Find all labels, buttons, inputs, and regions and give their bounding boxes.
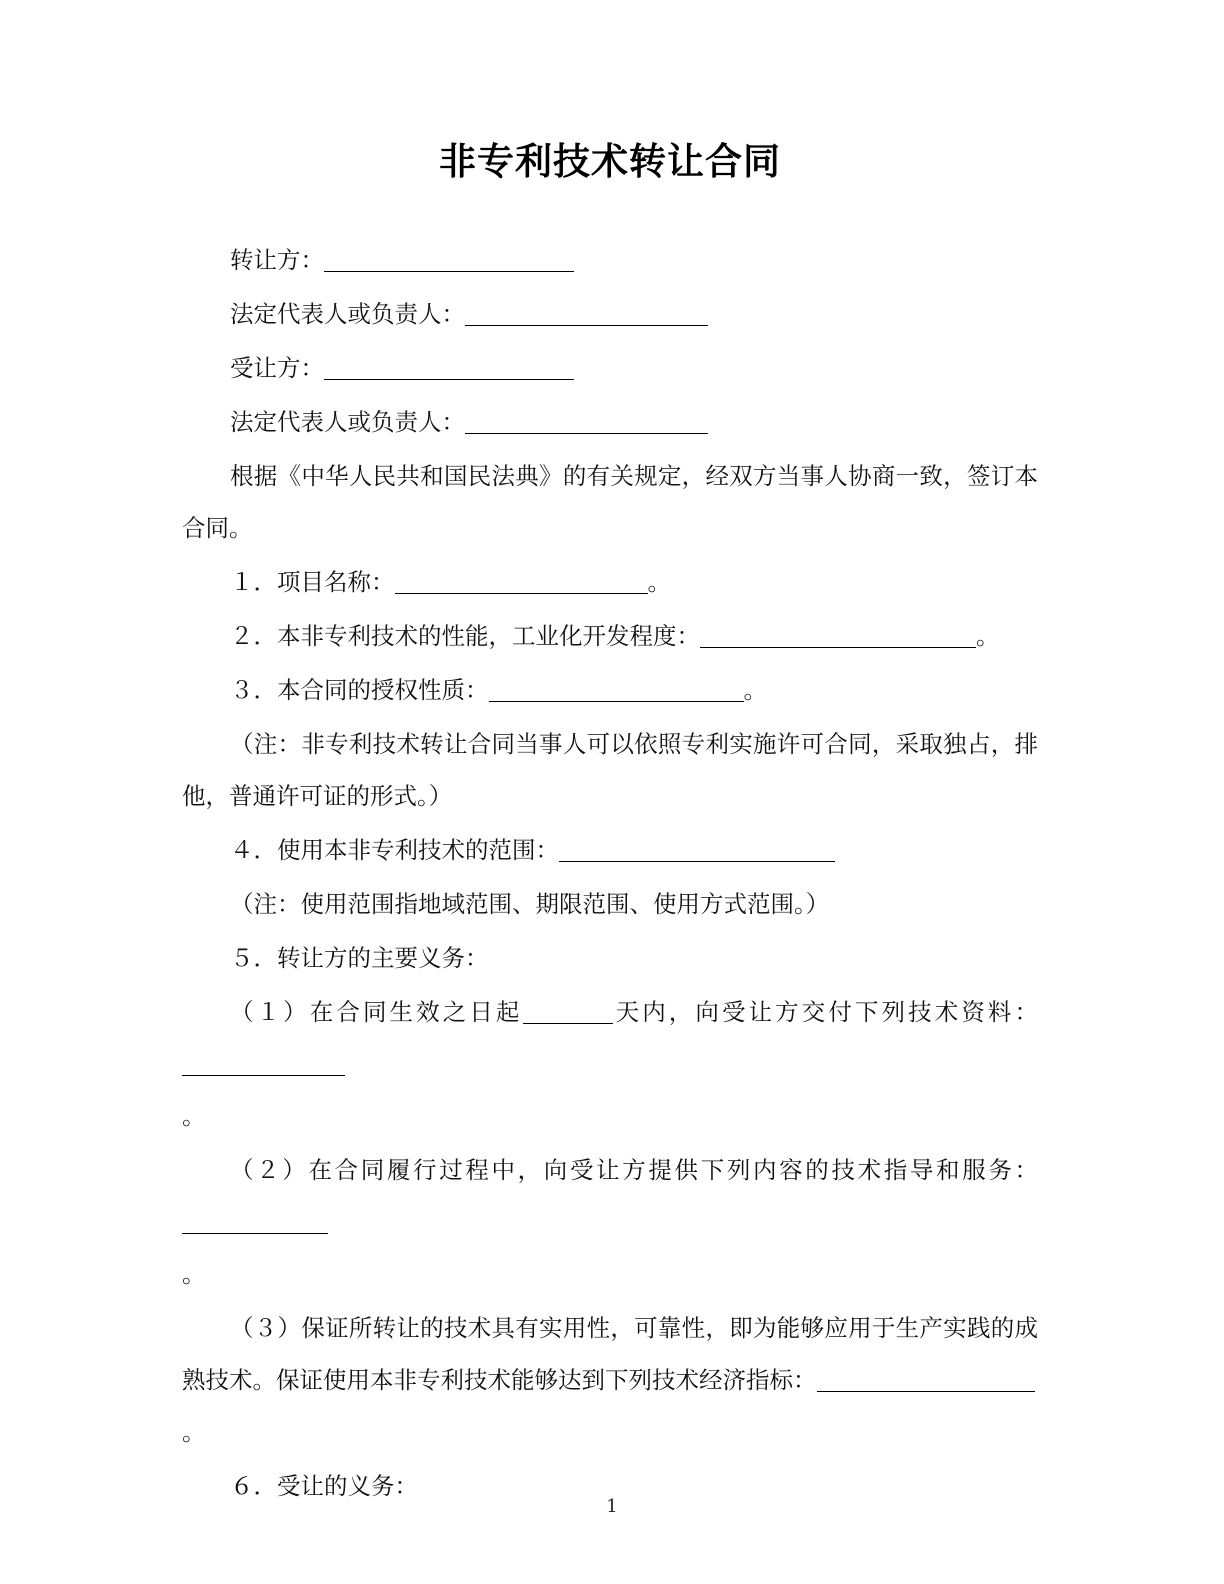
clause-1-period: 。	[647, 568, 671, 597]
transferor-blank[interactable]	[324, 253, 574, 272]
transferee-rep-blank[interactable]	[465, 415, 708, 434]
clause-4-label: ４．使用本非专利技术的范围：	[230, 836, 559, 865]
clause-5: ５．转让方的主要义务：	[230, 944, 489, 973]
transferor-rep-line	[182, 288, 1038, 340]
transferee-blank[interactable]	[324, 361, 574, 380]
page-number: 1	[606, 1496, 618, 1517]
transferee-rep-label: 法定代表人或负责人：	[230, 408, 465, 437]
clause-5-sub-3-blank[interactable]	[817, 1373, 1035, 1392]
clause-2-period: 。	[976, 622, 1000, 651]
transferee-line	[182, 342, 1038, 394]
clause-5-sub-1-days-blank[interactable]	[523, 1005, 613, 1024]
clause-2-blank[interactable]	[700, 629, 976, 648]
clause-5-sub-2-text: （２）在合同履行过程中，向受让方提供下列内容的技术指导和服务：	[230, 1156, 1038, 1185]
clause-5-sub-1-text-b: 天内，向受让方交付下列技术资料：	[612, 998, 1039, 1027]
clause-5-sub-1-materials-blank[interactable]	[182, 1057, 345, 1076]
preamble-paragraph: 根据《中华人民共和国民法典》的有关规定，经双方当事人协商一致，签订本合同。	[182, 462, 1038, 543]
clause-5-sub-1	[182, 986, 1038, 1090]
clause-3-blank[interactable]	[489, 683, 744, 702]
clause-1-label: １．项目名称：	[230, 568, 395, 597]
transferor-label: 转让方：	[230, 246, 324, 275]
clause-5-sub-2	[182, 1144, 1038, 1248]
transferor-rep-blank[interactable]	[465, 307, 708, 326]
clause-5-sub-1-period: 。	[182, 1102, 206, 1131]
clause-5-sub-3-text: （３）保证所转让的技术具有实用性，可靠性，即为能够应用于生产实践的成熟技术。保证使用本非专利技术能够达到下列技术经济指标：	[182, 1314, 1038, 1395]
clause-5-sub-1-text-a: （１）在合同生效之日起	[230, 998, 523, 1027]
clause-4-note: （注：使用范围指地域范围、期限范围、使用方式范围。）	[230, 890, 830, 919]
clause-5-sub-2-blank[interactable]	[182, 1215, 328, 1234]
clause-4-blank[interactable]	[559, 843, 835, 862]
clause-5-sub-3	[182, 1302, 1038, 1406]
transferor-rep-label: 法定代表人或负责人：	[230, 300, 465, 329]
transferor-line	[182, 234, 1038, 286]
clause-5-sub-2-period: 。	[182, 1260, 206, 1289]
clause-3-note: （注：非专利技术转让合同当事人可以依照专利实施许可合同，采取独占，排他，普通许可证的形式。）	[182, 730, 1038, 811]
clause-3	[182, 664, 1038, 716]
clause-3-label: ３．本合同的授权性质：	[230, 676, 489, 705]
clause-1	[182, 556, 1038, 608]
clause-4	[182, 824, 1038, 876]
clause-5-sub-3-period: 。	[182, 1418, 206, 1447]
clause-2-label: ２．本非专利技术的性能，工业化开发程度：	[230, 622, 700, 651]
transferee-label: 受让方：	[230, 354, 324, 383]
clause-2	[182, 610, 1038, 662]
transferee-rep-line	[182, 396, 1038, 448]
clause-3-period: 。	[743, 676, 767, 705]
document-body	[182, 0, 1038, 1512]
clause-6: ６．受让的义务：	[230, 1472, 418, 1501]
clause-1-blank[interactable]	[395, 575, 648, 594]
page-title: 非专利技术转让合同	[439, 140, 781, 183]
